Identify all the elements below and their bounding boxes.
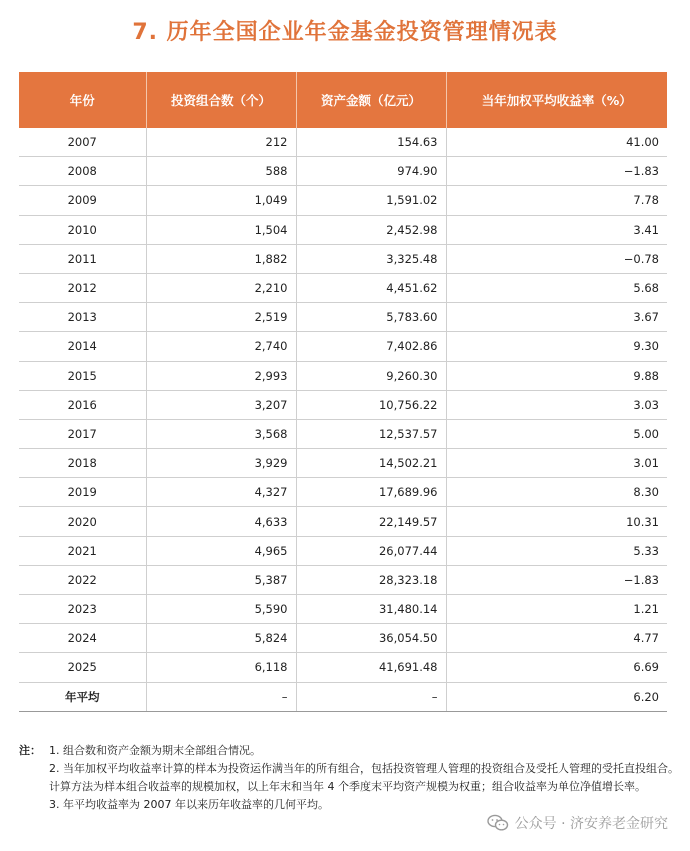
cell-average-label: 年平均	[19, 682, 146, 711]
cell-weighted-return: 9.30	[446, 332, 667, 361]
cell-asset-amount: 9,260.30	[296, 361, 446, 390]
cell-weighted-return: −1.83	[446, 565, 667, 594]
cell-year: 2014	[19, 332, 146, 361]
table-row-average	[19, 682, 667, 711]
cell-asset-amount: 36,054.50	[296, 624, 446, 653]
cell-weighted-return: 3.03	[446, 390, 667, 419]
watermark-text: 公众号 · 济安养老金研究	[514, 816, 668, 832]
cell-weighted-return: 6.69	[446, 653, 667, 682]
cell-year: 2010	[19, 215, 146, 244]
table-row	[19, 624, 667, 653]
cell-portfolio-count: 5,824	[146, 624, 296, 653]
page-title: 7. 历年全国企业年金基金投资管理情况表	[132, 20, 558, 45]
cell-year: 2009	[19, 186, 146, 215]
cell-asset-amount: 1,591.02	[296, 186, 446, 215]
cell-year: 2011	[19, 244, 146, 273]
table-row	[19, 565, 667, 594]
footnotes	[19, 742, 679, 814]
table-body	[19, 128, 667, 711]
cell-asset-amount: 31,480.14	[296, 595, 446, 624]
cell-asset-amount: 3,325.48	[296, 244, 446, 273]
cell-asset-amount: 7,402.86	[296, 332, 446, 361]
cell-asset-amount: 974.90	[296, 157, 446, 186]
table-row	[19, 244, 667, 273]
cell-portfolio-count: 2,740	[146, 332, 296, 361]
cell-asset-amount: 26,077.44	[296, 536, 446, 565]
cell-asset-amount: 10,756.22	[296, 390, 446, 419]
header-year: 年份	[19, 72, 146, 128]
wechat-icon	[487, 814, 509, 832]
table-row	[19, 186, 667, 215]
cell-portfolio-count: 588	[146, 157, 296, 186]
note-1: 1. 组合数和资产金额为期末全部组合情况。	[49, 744, 261, 757]
cell-year: 2022	[19, 565, 146, 594]
cell-weighted-return: 1.21	[446, 595, 667, 624]
cell-weighted-return: −1.83	[446, 157, 667, 186]
cell-portfolio-count: 5,387	[146, 565, 296, 594]
table-row	[19, 361, 667, 390]
table-row	[19, 332, 667, 361]
table-row	[19, 215, 667, 244]
cell-weighted-return: 5.00	[446, 419, 667, 448]
cell-portfolio-count: 2,519	[146, 303, 296, 332]
annuity-fund-table	[19, 72, 667, 712]
cell-portfolio-count: 5,590	[146, 595, 296, 624]
cell-asset-amount: 28,323.18	[296, 565, 446, 594]
cell-asset-amount: 12,537.57	[296, 419, 446, 448]
table-row	[19, 390, 667, 419]
cell-year: 2017	[19, 419, 146, 448]
cell-portfolio-count: 1,882	[146, 244, 296, 273]
cell-year: 2024	[19, 624, 146, 653]
cell-weighted-return: 41.00	[446, 128, 667, 157]
cell-asset-amount: 22,149.57	[296, 507, 446, 536]
cell-asset-amount: 14,502.21	[296, 449, 446, 478]
cell-portfolio-count: 1,049	[146, 186, 296, 215]
cell-year: 2012	[19, 273, 146, 302]
table-row	[19, 478, 667, 507]
cell-weighted-return: 5.33	[446, 536, 667, 565]
cell-asset-amount: 154.63	[296, 128, 446, 157]
header-weighted-return: 当年加权平均收益率（%）	[446, 72, 667, 128]
cell-portfolio-count: 4,965	[146, 536, 296, 565]
cell-portfolio-count: 4,633	[146, 507, 296, 536]
table-row	[19, 128, 667, 157]
cell-average-amount: –	[296, 682, 446, 711]
cell-year: 2008	[19, 157, 146, 186]
cell-year: 2015	[19, 361, 146, 390]
cell-portfolio-count: 6,118	[146, 653, 296, 682]
table-row	[19, 653, 667, 682]
cell-asset-amount: 2,452.98	[296, 215, 446, 244]
cell-asset-amount: 41,691.48	[296, 653, 446, 682]
table-header-row	[19, 72, 667, 128]
cell-asset-amount: 4,451.62	[296, 273, 446, 302]
cell-asset-amount: 5,783.60	[296, 303, 446, 332]
table-row	[19, 595, 667, 624]
cell-year: 2018	[19, 449, 146, 478]
table-row	[19, 419, 667, 448]
cell-year: 2019	[19, 478, 146, 507]
cell-portfolio-count: 3,929	[146, 449, 296, 478]
cell-weighted-return: 7.78	[446, 186, 667, 215]
cell-weighted-return: 4.77	[446, 624, 667, 653]
cell-year: 2025	[19, 653, 146, 682]
table-row	[19, 157, 667, 186]
cell-portfolio-count: 2,993	[146, 361, 296, 390]
cell-portfolio-count: 212	[146, 128, 296, 157]
cell-portfolio-count: 3,568	[146, 419, 296, 448]
cell-portfolio-count: 4,327	[146, 478, 296, 507]
cell-weighted-return: 3.41	[446, 215, 667, 244]
cell-weighted-return: 5.68	[446, 273, 667, 302]
note-2: 2. 当年加权平均收益率计算的样本为投资运作满当年的所有组合，包括投资管理人管理的投资组合及受托人管理的受托直投组合。计算方法为样本组合收益率的规模加权，以上年末和当年 4 个季度末平均资产规模为权重；组合收益率为单位净值增长率。	[49, 762, 679, 793]
cell-portfolio-count: 3,207	[146, 390, 296, 419]
notes-label: 注：	[19, 744, 41, 757]
table-row	[19, 449, 667, 478]
cell-asset-amount: 17,689.96	[296, 478, 446, 507]
cell-weighted-return: 9.88	[446, 361, 667, 390]
table-row	[19, 273, 667, 302]
cell-year: 2007	[19, 128, 146, 157]
cell-year: 2016	[19, 390, 146, 419]
cell-weighted-return: 3.01	[446, 449, 667, 478]
table-row	[19, 536, 667, 565]
header-portfolio-count: 投资组合数（个）	[146, 72, 296, 128]
cell-weighted-return: 10.31	[446, 507, 667, 536]
table-row	[19, 303, 667, 332]
cell-weighted-return: −0.78	[446, 244, 667, 273]
note-3: 3. 年平均收益率为 2007 年以来历年收益率的几何平均。	[49, 798, 329, 811]
cell-weighted-return: 8.30	[446, 478, 667, 507]
cell-year: 2023	[19, 595, 146, 624]
cell-year: 2020	[19, 507, 146, 536]
cell-portfolio-count: 1,504	[146, 215, 296, 244]
cell-portfolio-count: 2,210	[146, 273, 296, 302]
cell-average-count: –	[146, 682, 296, 711]
cell-weighted-return: 3.67	[446, 303, 667, 332]
table-row	[19, 507, 667, 536]
cell-average-return: 6.20	[446, 682, 667, 711]
watermark	[487, 813, 668, 833]
cell-year: 2021	[19, 536, 146, 565]
header-asset-amount: 资产金额（亿元）	[296, 72, 446, 128]
cell-year: 2013	[19, 303, 146, 332]
